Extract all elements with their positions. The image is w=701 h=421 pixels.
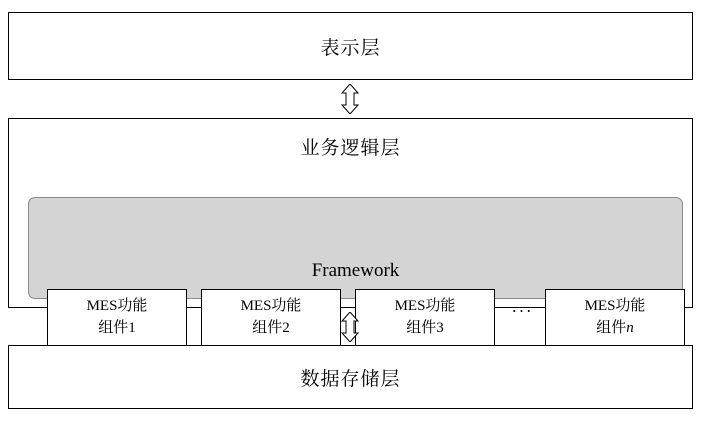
mes-component-3-line1: MES功能 — [394, 298, 456, 315]
mes-component-n-line1: MES功能 — [584, 298, 646, 315]
business-logic-layer-box — [8, 118, 693, 336]
mes-component-n-line2-prefix: 组件 — [596, 320, 627, 336]
arrow-presentation-to-business-icon — [336, 84, 364, 114]
mes-component-3-line2: 组件3 — [406, 320, 444, 336]
presentation-layer-title: 表示层 — [320, 37, 381, 59]
business-logic-layer-title: 业务逻辑层 — [300, 138, 401, 159]
mes-component-2-line2: 组件2 — [252, 320, 290, 336]
framework-panel — [28, 197, 683, 299]
data-storage-layer-title: 数据存储层 — [300, 368, 401, 390]
mes-component-1-line2: 组件1 — [98, 320, 136, 336]
presentation-layer-box — [8, 12, 693, 80]
mes-component-1-line1: MES功能 — [86, 298, 148, 315]
arrow-business-to-storage-icon — [336, 312, 364, 342]
mes-component-2 — [201, 289, 341, 347]
mes-component-n-index: n — [626, 320, 634, 336]
mes-component-3 — [355, 289, 495, 347]
ellipsis-label: ... — [512, 297, 534, 316]
mes-component-n — [545, 289, 685, 347]
framework-label: Framework — [311, 260, 400, 281]
data-storage-layer-box — [8, 345, 693, 409]
mes-component-n-line2 — [596, 318, 634, 340]
mes-component-2-line1: MES功能 — [240, 298, 302, 315]
mes-component-1 — [47, 289, 187, 347]
